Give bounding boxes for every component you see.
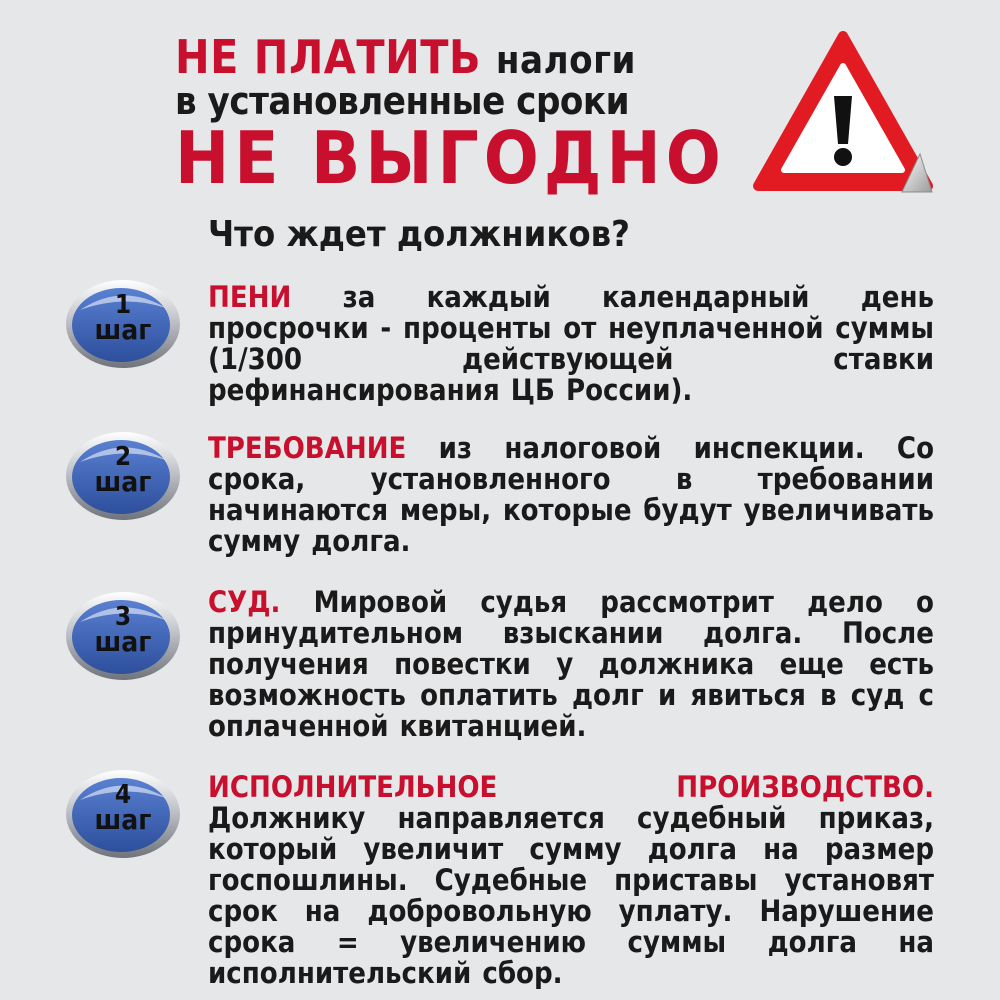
step-text <box>208 282 934 406</box>
title-line-1 <box>175 30 695 84</box>
step-highlight: ПЕНИ <box>208 280 292 314</box>
step-number: 4 <box>114 780 132 810</box>
step-word: шаг <box>94 313 152 346</box>
step-highlight: ТРЕБОВАНИЕ <box>208 431 407 465</box>
step-number: 1 <box>114 290 132 320</box>
title-line-2: в установленные сроки <box>175 79 630 123</box>
title-red-text: НЕ ПЛАТИТЬ <box>175 30 481 84</box>
step-number: 2 <box>114 442 132 472</box>
title-line-3: НЕ ВЫГОДНО <box>175 116 726 200</box>
step-text <box>208 772 934 989</box>
step-body: из налоговой инспекции. Со срока, установленного в требовании начинаются меры, которые будут увеличивать сумму долга. <box>208 431 934 558</box>
step-badge <box>64 430 182 522</box>
title-dark-text: налоги <box>495 38 636 82</box>
step-highlight: ИСПОЛНИТЕЛЬНОЕ ПРОИЗВОДСТВО. <box>208 770 934 804</box>
step-highlight: СУД. <box>208 585 281 619</box>
step-number: 3 <box>114 602 132 632</box>
step-badge <box>64 278 182 370</box>
step-word: шаг <box>94 625 152 658</box>
step-badge <box>64 590 182 682</box>
step-body: Мировой судья рассмотрит дело о принудительном взыскании долга. После получения повестки у должника еще есть возможность оплатить долг и явиться в суд с оплаченной квитанцией. <box>208 585 934 743</box>
section-question: Что ждет должников? <box>208 214 630 255</box>
step-word: шаг <box>94 803 152 836</box>
step-body: Должнику направляется судебный приказ, который увеличит сумму долга на размер госпошлины. Судебные приставы установят срок на добровольную уплату. Нарушение срока = увеличению суммы долга на исполнительский сбор. <box>208 801 934 990</box>
step-text <box>208 433 934 557</box>
step-word: шаг <box>94 465 152 498</box>
title-block <box>175 30 726 200</box>
warning-triangle-icon <box>752 30 934 196</box>
step-body: за каждый календарный день просрочки - проценты от неуплаченной суммы (1/300 действующей ставки рефинансирования ЦБ России). <box>208 280 934 407</box>
step-badge <box>64 768 182 860</box>
step-text <box>208 587 934 742</box>
